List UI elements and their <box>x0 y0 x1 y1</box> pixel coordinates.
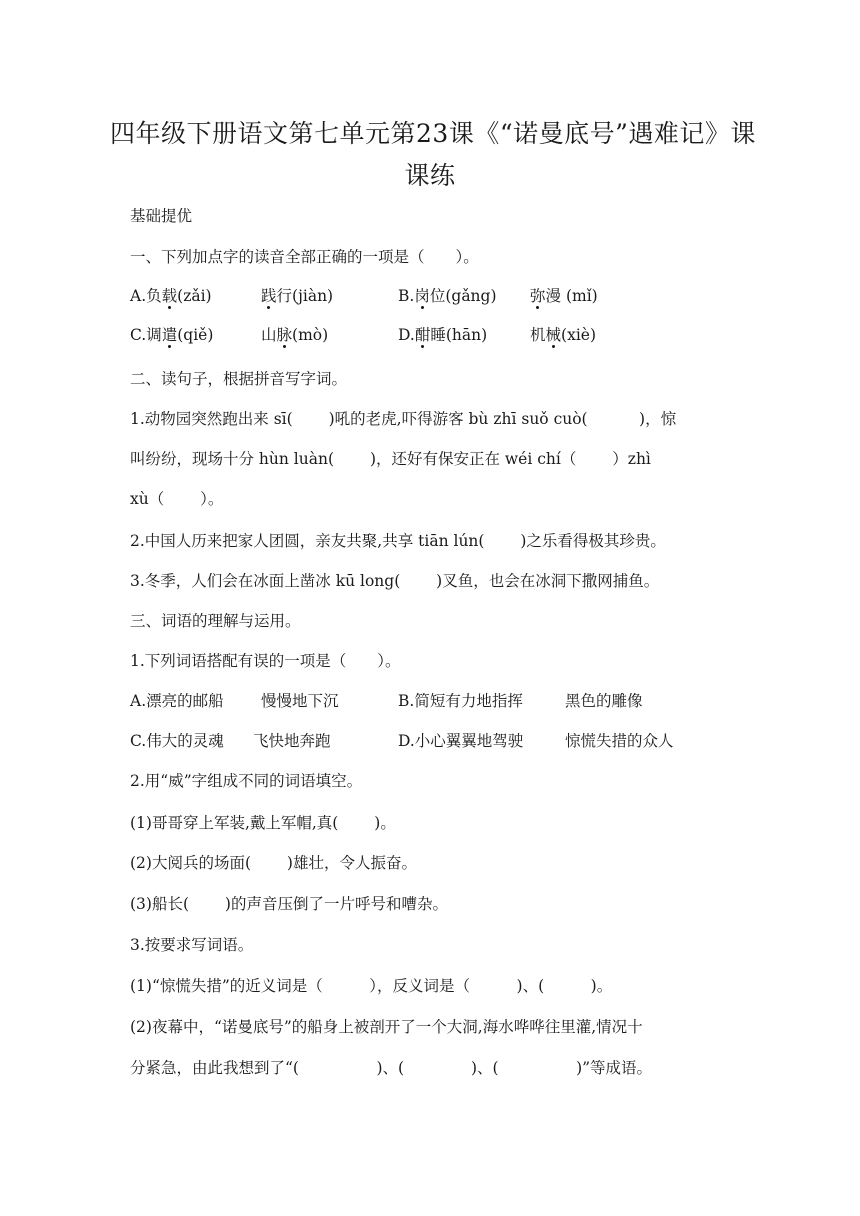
q3-part1-option-b1: B.简短有力地指挥 <box>398 692 523 710</box>
q1-option-a1: A.负载(zǎi) <box>130 287 212 305</box>
q2-sentence1-line2: 叫纷纷，现场十分 hùn luàn( )，还好有保安正在 wéi chí（ ）zhì <box>130 450 651 468</box>
emphasis-dot-char: 酣 <box>414 326 431 344</box>
emphasis-dot-char: 弥 <box>530 287 546 305</box>
q2-sentence3: 3.冬季，人们会在冰面上凿冰 kū long( )叉鱼，也会在冰洞下撒网捕鱼。 <box>130 572 660 590</box>
emphasis-dot-char: 遣 <box>161 326 178 344</box>
q3-part3-item1: (1)“惊慌失措”的近义词是（ ），反义词是（ )、( )。 <box>130 977 613 995</box>
q3-part1-option-c1: C.伟大的灵魂 <box>130 732 224 750</box>
emphasis-dot-char: 岗 <box>414 287 430 305</box>
q3-part3-item2-line1: (2)夜幕中，“诺曼底号”的船身上被剖开了一个大洞,海水哗哗往里灌,情况十 <box>130 1018 643 1036</box>
q3-part3-item2-line2: 分紧急，由此我想到了“( )、( )、( )”等成语。 <box>130 1059 653 1077</box>
q2-stem: 二、读句子，根据拼音写字词。 <box>130 370 348 388</box>
q2-sentence2: 2.中国人历来把家人团圆，亲友共聚,共享 tiān lún( )之乐看得极其珍贵。 <box>130 532 666 550</box>
q2-sentence1-line1: 1.动物园突然跑出来 sī( )吼的老虎,吓得游客 bù zhī suǒ cuò( )，惊 <box>130 410 677 428</box>
q3-part3-stem: 3.按要求写词语。 <box>130 936 254 954</box>
q2-sentence1-line3: xù（ ）。 <box>130 490 224 508</box>
q1-stem: 一、下列加点字的读音全部正确的一项是（ ）。 <box>130 248 479 266</box>
q1-option-b1: B.岗位(gǎng) <box>398 287 497 305</box>
q3-part1-option-a1: A.漂亮的邮船 <box>130 692 224 710</box>
emphasis-dot-char: 载 <box>161 287 178 305</box>
q3-part1-option-d2: 惊慌失措的众人 <box>565 732 674 750</box>
q3-part2-stem: 2.用“威”字组成不同的词语填空。 <box>130 772 363 790</box>
q1-option-b2: 弥漫 (mǐ) <box>530 287 598 305</box>
q3-part1-option-a2: 慢慢地下沉 <box>261 692 339 710</box>
section-heading: 基础提优 <box>130 207 193 225</box>
q3-part1-option-c2: 飞快地奔跑 <box>253 732 331 750</box>
q3-part1-option-b2: 黑色的雕像 <box>565 692 643 710</box>
q3-part2-item3: (3)船长( )的声音压倒了一片呼号和嘈杂。 <box>130 895 448 913</box>
page-title-line2: 课练 <box>404 161 456 190</box>
q1-option-d2: 机械(xiè) <box>530 326 596 344</box>
q3-part1-stem: 1.下列词语搭配有误的一项是（ ）。 <box>130 652 401 670</box>
emphasis-dot-char: 械 <box>545 326 562 344</box>
q3-part2-item1: (1)哥哥穿上军装,戴上军帽,真( )。 <box>130 814 396 832</box>
q1-option-a2: 践行(jiàn) <box>261 287 334 305</box>
q3-part1-option-d1: D.小心翼翼地驾驶 <box>398 732 524 750</box>
emphasis-dot-char: 脉 <box>276 326 293 344</box>
q3-part2-item2: (2)大阅兵的场面( )雄壮，令人振奋。 <box>130 854 417 872</box>
q1-option-c1: C.调遣(qiě) <box>130 326 214 344</box>
emphasis-dot-char: 践 <box>261 287 277 305</box>
q3-stem: 三、词语的理解与运用。 <box>130 612 301 630</box>
q1-option-c2: 山脉(mò) <box>261 326 329 344</box>
q1-option-d1: D.酣睡(hān) <box>398 326 488 344</box>
page-title-line1: 四年级下册语文第七单元第23课《“诺曼底号”遇难记》课 <box>110 119 756 148</box>
